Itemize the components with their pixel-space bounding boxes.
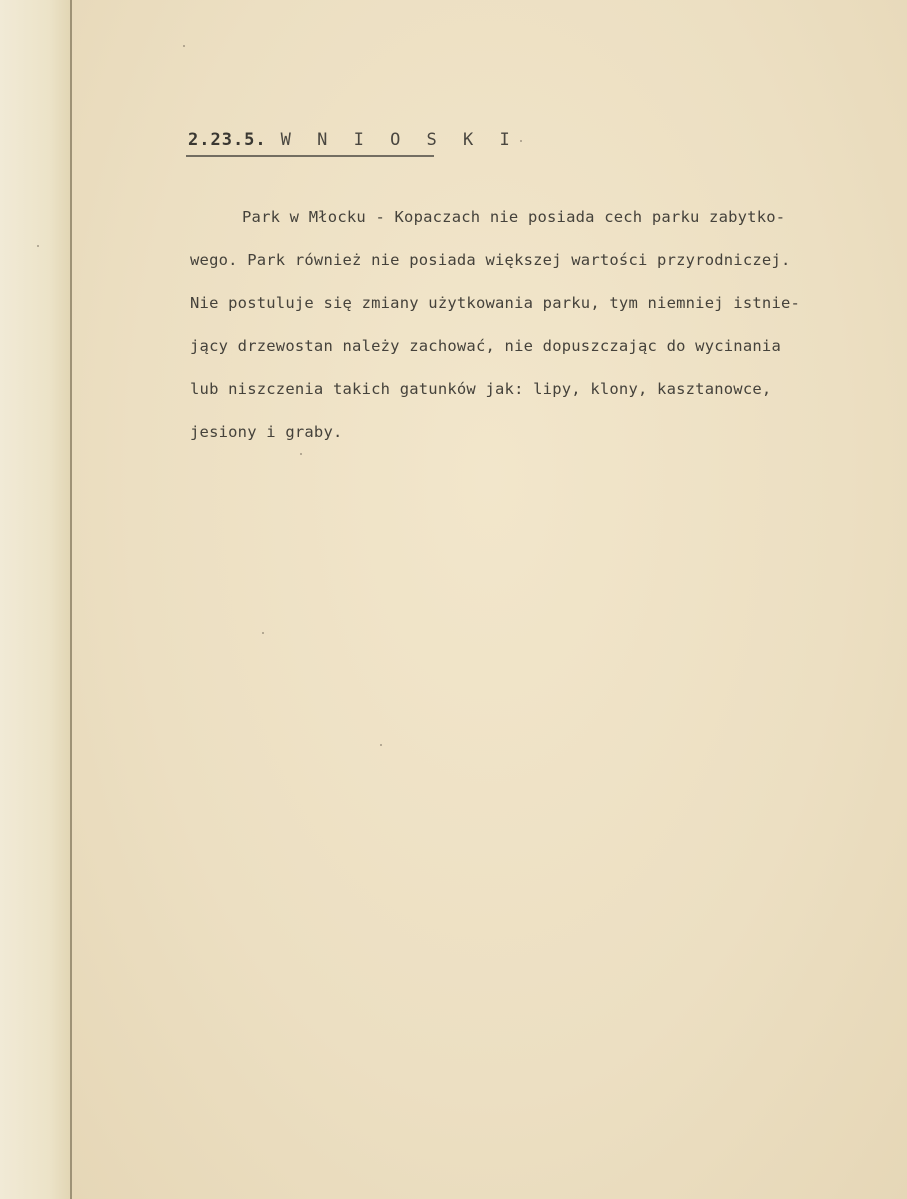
paragraph-line: Nie postuluje się zmiany użytkowania parku, tym niemniej istnie- bbox=[190, 294, 801, 312]
paragraph-line: jący drzewostan należy zachować, nie dopuszczając do wycinania bbox=[190, 337, 781, 355]
paragraph-line: Park w Młocku - Kopaczach nie posiada cech parku zabytko- bbox=[242, 208, 786, 226]
section-heading bbox=[188, 130, 518, 150]
paper-speck bbox=[262, 632, 264, 634]
paper-speck bbox=[37, 245, 39, 247]
paper-speck bbox=[520, 140, 522, 142]
section-number: 2.23.5. bbox=[188, 130, 267, 150]
paragraph-line: lub niszczenia takich gatunków jak: lipy, klony, kasztanowce, bbox=[190, 380, 772, 398]
section-title: W N I O S K I bbox=[280, 130, 518, 150]
document-page bbox=[72, 0, 907, 1199]
paper-speck bbox=[380, 744, 382, 746]
paragraph-line: jesiony i graby. bbox=[190, 423, 343, 441]
paper-speck bbox=[300, 453, 302, 455]
conclusions-paragraph bbox=[190, 196, 890, 454]
paragraph-line: wego. Park również nie posiada większej wartości przyrodniczej. bbox=[190, 251, 791, 269]
heading-underline bbox=[186, 155, 434, 157]
paper-speck bbox=[183, 45, 185, 47]
underlying-sheet-edge bbox=[0, 0, 70, 1199]
